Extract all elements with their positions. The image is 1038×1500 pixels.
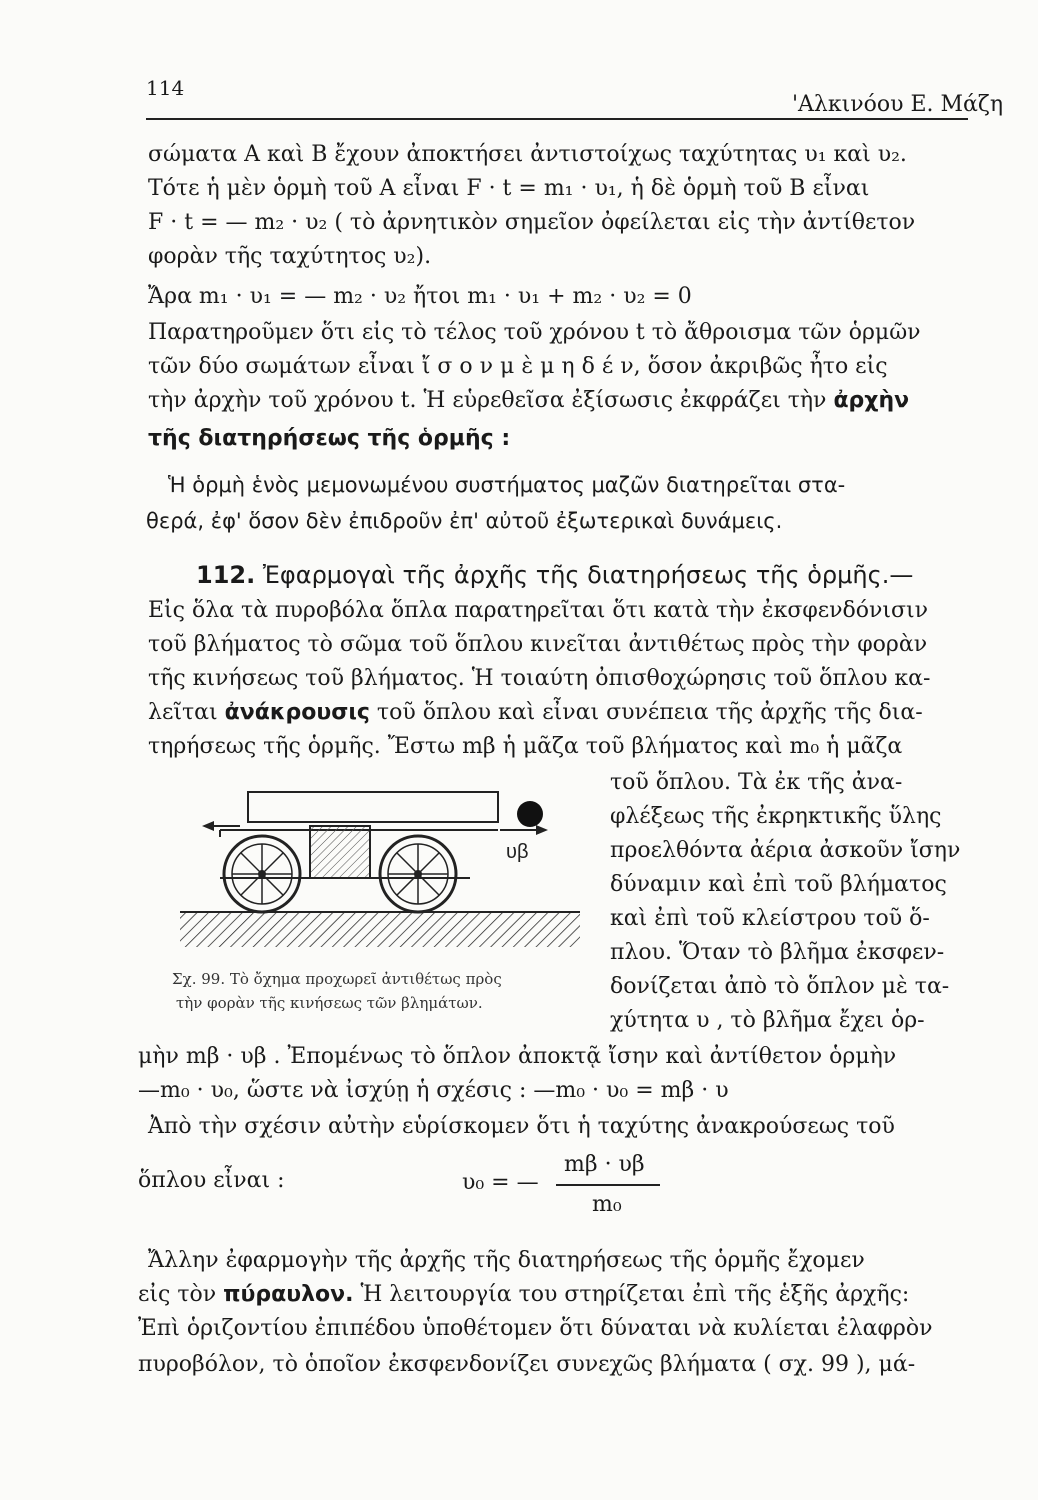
text-line: φορὰν τῆς ταχύτητος υ₂). (148, 244, 432, 269)
text-line (138, 1280, 909, 1310)
text-line: Εἰς ὅλα τὰ πυροβόλα ὅπλα παρατηρεῖται ὅτι κατὰ τὴν ἐκσφενδόνισιν (148, 598, 929, 623)
wheel-left (224, 836, 300, 912)
text-line: Ἐπὶ ὁριζοντίου ἐπιπέδου ὑποθέτομεν ὅτι δύναται νὰ κυλίεται ἐλαφρὸν (138, 1316, 933, 1341)
fraction-bar (556, 1184, 660, 1186)
ground-hatch (180, 912, 580, 947)
text-line: πυροβόλον, τὸ ὁποῖον ἐκσφενδονίζει συνεχῶς βλήματα ( σχ. 99 ), μά- (138, 1352, 916, 1377)
header-rule (146, 118, 968, 120)
text-span: τοῦ ὅπλου καὶ εἶναι συνέπεια τῆς ἀρχῆς τῆς δια- (369, 700, 923, 725)
formula-denominator: m₀ (592, 1192, 622, 1217)
bold-heading-line: τῆς διατηρήσεως τῆς ὁρμῆς : (148, 426, 511, 451)
side-text-line: καὶ ἐπὶ τοῦ κλείστρου τοῦ ὅ- (610, 906, 930, 931)
equation-line: Ἄρα m₁ · υ₁ = — m₂ · υ₂ ἤτοι m₁ · υ₁ + m₂ · υ₂ = 0 (148, 284, 692, 309)
side-text-line: δονίζεται ἀπὸ τὸ ὅπλον μὲ τα- (610, 974, 950, 999)
side-text-line: τοῦ ὅπλου. Τὰ ἐκ τῆς ἀνα- (610, 770, 903, 795)
text-line: τῶν δύο σωμάτων εἶναι ἴ σ ο ν μ ὲ μ η δ έ ν, ὅσον ἀκριβῶς ἦτο εἰς (148, 354, 888, 379)
text-line: τηρήσεως τῆς ὁρμῆς. Ἔστω mβ ἡ μᾶζα τοῦ βλήματος καὶ m₀ ἡ μᾶζα (148, 734, 903, 759)
figure-cart-diagram (180, 782, 600, 962)
velocity-label: υβ (506, 841, 529, 863)
bold-term: ἀρχὴν (833, 388, 910, 413)
projectile (500, 801, 548, 835)
formula-lead: ὅπλου εἶναι : (138, 1168, 285, 1193)
text-span: εἰς τὸν (138, 1282, 224, 1307)
text-line: Ἀπὸ τὴν σχέσιν αὐτὴν εὑρίσκομεν ὅτι ἡ ταχύτης ἀνακρούσεως τοῦ (148, 1114, 895, 1139)
formula-lhs: υ₀ = — (462, 1170, 539, 1195)
text-span: λεῖται (148, 700, 225, 725)
bold-term: πύραυλον. (223, 1282, 354, 1307)
side-text-line: δύναμιν καὶ ἐπὶ τοῦ βλήματος (610, 872, 947, 897)
side-text-line: χύτητα υ , τὸ βλῆμα ἔχει ὁρ- (610, 1008, 925, 1033)
section-number: 112. (196, 561, 256, 589)
page-number: 114 (146, 76, 185, 100)
figure-caption: Σχ. 99. Τὸ ὄχημα προχωρεῖ ἀντιθέτως πρὸς (172, 970, 502, 988)
side-text-line: προελθόντα ἀέρια ἀσκοῦν ἴσην (610, 838, 961, 863)
law-statement-line: θερά, ἐφ' ὅσον δὲν ἐπιδροῦν ἐπ' αὐτοῦ ἐξωτερικαὶ δυνάμεις. (146, 509, 783, 533)
equation-line: —m₀ · υ₀, ὥστε νὰ ἰσχύῃ ἡ σχέσις : —m₀ · υ₀ = mβ · υ (138, 1078, 729, 1103)
figure-caption: τὴν φορὰν τῆς κινήσεως τῶν βλημάτων. (176, 994, 483, 1012)
text-line: μὴν mβ · υβ . Ἐπομένως τὸ ὅπλον ἀποκτᾷ ἴσην καὶ ἀντίθετον ὁρμὴν (138, 1044, 897, 1069)
section-title: Ἐφαρμογαὶ τῆς ἀρχῆς τῆς διατηρήσεως τῆς ὁρμῆς.— (262, 561, 914, 589)
text-span: τὴν ἀρχὴν τοῦ χρόνου t. Ἡ εὑρεθεῖσα ἐξίσωσις ἐκφράζει τὴν (148, 388, 834, 413)
formula-numerator: mβ · υβ (564, 1152, 645, 1177)
text-line (148, 386, 909, 416)
text-line: τῆς κινήσεως τοῦ βλήματος. Ἡ τοιαύτη ὀπισθοχώρησις τοῦ ὅπλου κα- (148, 666, 931, 691)
wheel-right (380, 836, 456, 912)
bold-term: ἀνάκρουσις (224, 700, 370, 725)
text-span: Ἡ λειτουργία του στηρίζεται ἐπὶ τῆς ἑξῆς ἀρχῆς: (353, 1282, 910, 1307)
side-text-line: πλου. Ὅταν τὸ βλῆμα ἐκσφεν- (610, 940, 945, 965)
law-statement-line: Ἡ ὁρμὴ ἑνὸς μεμονωμένου συστήματος μαζῶν διατηρεῖται στα- (168, 473, 846, 497)
text-line: F · t = — m₂ · υ₂ ( τὸ ἀρνητικὸν σημεῖον ὀφείλεται εἰς τὴν ἀντίθετον (148, 210, 916, 235)
text-line (148, 698, 923, 728)
side-text-line: φλέξεως τῆς ἐκρηκτικῆς ὕλης (610, 804, 942, 829)
text-line: Ἄλλην ἐφαρμογὴν τῆς ἀρχῆς τῆς διατηρήσεως τῆς ὁρμῆς ἔχομεν (148, 1248, 865, 1273)
section-heading (196, 560, 913, 590)
cart-barrel (248, 792, 498, 822)
text-line: τοῦ βλήματος τὸ σῶμα τοῦ ὅπλου κινεῖται ἀντιθέτως πρὸς τὴν φορὰν (148, 632, 928, 657)
text-line: Παρατηροῦμεν ὅτι εἰς τὸ τέλος τοῦ χρόνου t τὸ ἄθροισμα τῶν ὁρμῶν (148, 320, 921, 345)
text-line: Τότε ἡ μὲν ὁρμὴ τοῦ Α εἶναι F · t = m₁ · υ₁, ἡ δὲ ὁρμὴ τοῦ Β εἶναι (148, 176, 870, 201)
running-header-author: 'Αλκινόου Ε. Μάζη (792, 92, 1004, 117)
text-line: σώματα Α καὶ Β ἔχουν ἀποκτήσει ἀντιστοίχως ταχύτητας υ₁ καὶ υ₂. (148, 142, 907, 167)
